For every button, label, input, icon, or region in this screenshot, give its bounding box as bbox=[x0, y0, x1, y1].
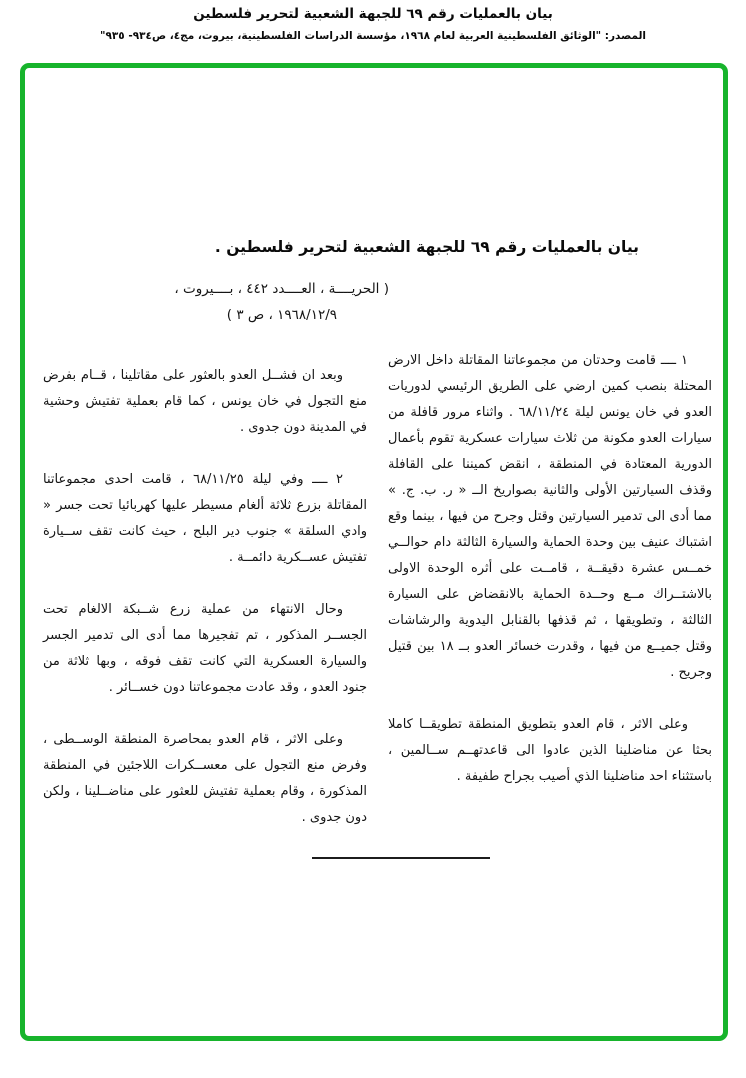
document-citation bbox=[89, 276, 389, 328]
column-left bbox=[43, 363, 367, 857]
citation-line-1: ( الحريــــة ، العــــدد ٤٤٢ ، بــــيروت ، bbox=[174, 281, 389, 297]
column-right bbox=[388, 348, 712, 857]
document-title: بيان بالعمليات رقم ٦٩ للجبهة الشعبية لتحرير فلسطين . bbox=[214, 238, 639, 256]
doc-paragraph: وبعد ان فشــل العدو بالعثور على مقاتلينا ، قــام بفرض منع التجول في خان يونس ، كما قام بعملية تفتيش وحشية في المدينة دون جدوى . bbox=[43, 368, 367, 435]
citation-line-2: ١٩٦٨/١٢/٩ ، ص ٣ ) bbox=[226, 307, 337, 323]
green-scan-frame bbox=[20, 63, 728, 1041]
divider-line bbox=[312, 857, 490, 859]
page-header bbox=[0, 4, 746, 46]
doc-paragraph: وعلى الاثر ، قام العدو بمحاصرة المنطقة الوســطى ، وفرض منع التجول على معســكرات اللاجئين في المنطقة المذكورة ، وقام بعملية تفتيش للعثور على مناضــلينا ، ولكن دون جدوى . bbox=[43, 732, 367, 825]
doc-paragraph: وحال الانتهاء من عملية زرع شــبكة الالغام تحت الجســر المذكور ، تم تفجيرها مما أدى الى تدمير الجسر والسيارة العسكرية التي كانت تقف فوقه ، وبها ثلاثة من جنود العدو ، وقد عادت مجموعاتنا دون خســائر . bbox=[43, 602, 367, 695]
doc-paragraph: ١ ــــ قامت وحدتان من مجموعاتنا المقاتلة داخل الارض المحتلة بنصب كمين ارضي على الطريق الرئيسي لدوريات العدو في خان يونس ليلة ٦٨/١١/٢٤ . واثناء مرور قافلة من سيارات العدو مكونة من ثلاث سيارات عسكرية تقوم بأعمال الدورية المعتادة في المنطقة ، انقض كميننا على القافلة وقذف السيارتين الأولى والثانية بصواريخ الــ « ر. ب. ج. » مما أدى الى تدمير السيارتين وقتل وجرح من فيها ، بينما وقع اشتباك عنيف بين وحدة الحماية والسيارة الثالثة دام حوالــي خمــس عشرة دقيقــة ، قامــت على أثره الوحدة الاولى بالاشتــراك مــع وحــدة الحماية بالانقضاض على السيارة الثالثة ، وتطويقها ، ثم قذفها بالقنابل اليدوية والرشاشات وقتل جميــع من فيها ، وقدرت خسائر العدو بــ ١٨ بين قتيل وجريح . bbox=[388, 353, 712, 680]
header-title: بيان بالعمليات رقم ٦٩ للجبهة الشعبية لتحرير فلسطين bbox=[193, 6, 553, 22]
body-columns bbox=[42, 348, 712, 857]
doc-paragraph: وعلى الاثر ، قام العدو بتطويق المنطقة تطويقــا كاملا بحثا عن مناضلينا الذين عادوا الى قاعدتهــم ســالمين ، باستثناء احد مناضلينا الذي أصيب بجراح طفيفة . bbox=[388, 717, 712, 784]
doc-paragraph: ٢ ــــ وفي ليلة ٦٨/١١/٢٥ ، قامت احدى مجموعاتنا المقاتلة بزرع ثلاثة ألغام مسيطر عليها كهربائيا تحت جسر « وادي السلقة » جنوب دير البلح ، حيث كانت تقف ســيارة تفتيش عســكرية دائمــة . bbox=[43, 472, 367, 565]
header-source-line: المصدر: "الوثائق الفلسطينية العربية لعام ١٩٦٨، مؤسسة الدراسات الفلسطينية، بيروت، مج٤، ص٩٣٤- ٩٣٥" bbox=[99, 30, 647, 42]
